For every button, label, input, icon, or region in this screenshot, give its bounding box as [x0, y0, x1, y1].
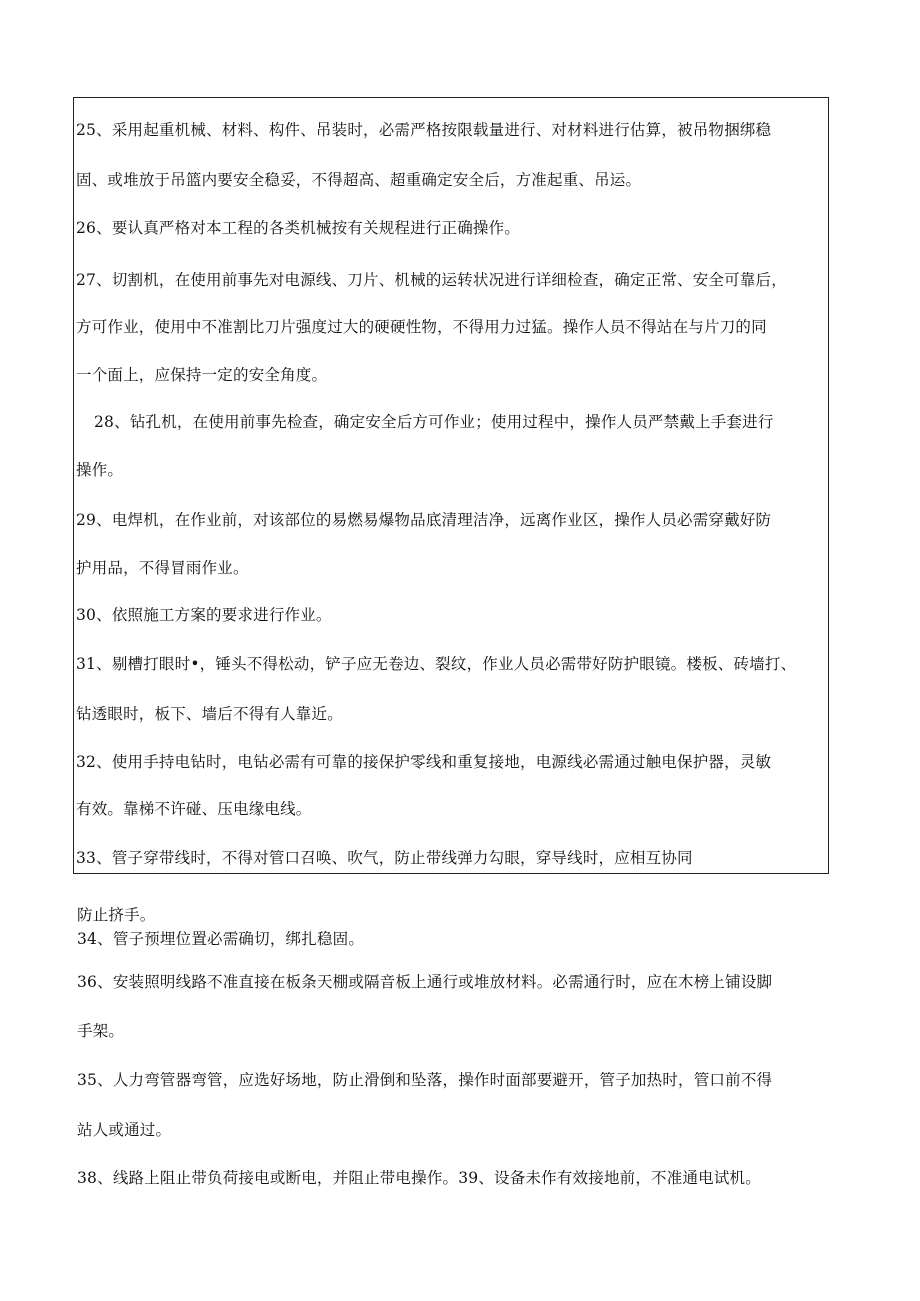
body-line: 35、人力弯管器弯管，应选好场地，防止滑倒和坠落，操作时面部要避开，管子加热时，管口前不得 [77, 1071, 773, 1089]
box-line: 有效。靠梯不许碰、压电缘电线。 [76, 800, 312, 818]
box-line: 一个面上，应保持一定的安全角度。 [76, 366, 328, 384]
box-line: 30、依照施工方案的要求进行作业。 [76, 606, 332, 624]
body-line: 38、线路上阻止带负荷接电或断电，并阻止带电操作。39、设备未作有效接地前，不准通电试机。 [77, 1169, 761, 1187]
box-line: 26、要认真严格对本工程的各类机械按有关规程进行正确操作。 [76, 219, 521, 237]
body-line: 手架。 [77, 1022, 125, 1040]
box-line: 钻透眼时，板下、墙后不得有人靠近。 [76, 705, 343, 723]
box-line: 27、切割机，在使用前事先对电源线、刀片、机械的运转状况进行详细检查，确定正常、安全可靠后， [76, 271, 787, 289]
body-line: 36、安装照明线路不准直接在板条天棚或隔音板上通行或堆放材料。必需通行时，应在木榜上铺设脚 [77, 973, 773, 991]
body-line: 站人或通过。 [77, 1121, 172, 1139]
body-line: 34、管子预埋位置必需确切，绑扎稳固。 [77, 930, 365, 948]
continuation-text [75, 0, 835, 1301]
box-line: 31、剔槽打眼时•，锤头不得松动，铲子应无卷边、裂纹，作业人员必需带好防护眼镜。楼板、砖墙打、 [76, 655, 797, 673]
box-line: 方可作业，使用中不准割比刀片强度过大的硬硬性物，不得用力过猛。操作人员不得站在与片刀的同 [76, 318, 767, 336]
box-line: 32、使用手持电钻时，电钻必需有可靠的接保护零线和重复接地，电源线必需通过触电保护器，灵敏 [76, 753, 772, 771]
box-line: 29、电焊机，在作业前，对该部位的易燃易爆物品底清理洁净，远离作业区，操作人员必需穿戴好防 [76, 511, 772, 529]
box-line: 护用品，不得冒雨作业。 [76, 559, 249, 577]
box-line: 33、管子穿带线时，不得对管口召唤、吹气，防止带线弹力勾眼，穿导线时，应相互协同 [76, 849, 693, 867]
box-line: 固、或堆放于吊篮内要安全稳妥，不得超高、超重确定安全后，方准起重、吊运。 [76, 171, 642, 189]
box-line: 25、采用起重机械、材料、构件、吊装时，必需严格按限载量进行、对材料进行估算，被吊物捆绑稳 [76, 121, 772, 139]
body-line: 防止挤手。 [77, 906, 156, 924]
box-line: 28、钻孔机，在使用前事先检查，确定安全后方可作业；使用过程中，操作人员严禁戴上手套进行 [94, 413, 774, 431]
box-line: 操作。 [76, 461, 124, 479]
